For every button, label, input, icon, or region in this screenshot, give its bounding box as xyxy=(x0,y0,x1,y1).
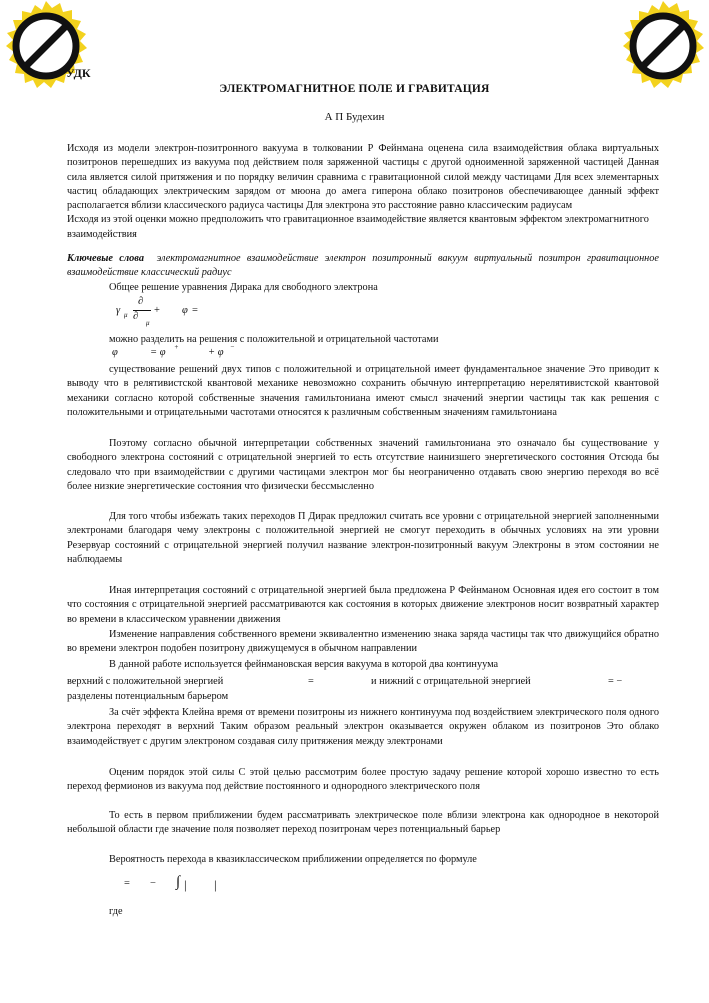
body-paragraph-11: То есть в первом приближении будем рассматривать электрическое поле вблизи электрона как однородное в некоторой небольшой области где значение поля позволяет переход позитронам через потенциальный барьер xyxy=(67,810,659,836)
body-paragraph-5: Для того чтобы избежать таких переходов П Дирак предложил считать все уровни с отрицательной энергией заполненными электронами благодаря чему электроны с положительной энергией не смогут переходить в обычных условиях на эти уровни Резервуар состояний с отрицательной энергией получил название электрон-позитронный вакуум Электроны в этом состоянии не наблюдаемы xyxy=(67,511,659,566)
transition-probability-formula xyxy=(124,876,244,896)
paper-title: ЭЛЕКТРОМАГНИТНОЕ ПОЛЕ И ГРАВИТАЦИЯ xyxy=(219,83,490,95)
upper-continuum-text: верхний с положительной энергией xyxy=(67,676,224,687)
abstract-conclusion: Исходя из этой оценки можно предположить что гравитационное взаимодействие является квантовым эффектом электромагнитного взаимодействия xyxy=(67,214,649,240)
body-paragraph-1: Общее решение уравнения Дирака для свободного электрона xyxy=(109,282,378,293)
abs-bar-right: | xyxy=(214,877,217,892)
upper-equals: = xyxy=(308,676,314,687)
dirac-equation xyxy=(116,296,236,331)
keywords xyxy=(67,252,659,279)
body-paragraph-9: За счёт эффекта Клейна время от времени позитроны из нижнего континуума под воздействием электрического поля одного электрона переходят в верхний Таким образом реальный электрон оказывается окружен облаком из позитронов Это облако взаимодействует с другим электроном создавая силу притяжения между электронами xyxy=(67,707,659,747)
body-paragraph-12: Вероятность перехода в квазиклассическом приближении определяется по формуле xyxy=(109,854,477,865)
minus-sign-3: − xyxy=(150,878,156,889)
abs-bar-left: | xyxy=(184,877,187,892)
body-paragraph-8c: разделены потенциальным барьером xyxy=(67,691,229,702)
udk-label: УДК xyxy=(66,66,91,80)
body-where-label: где xyxy=(109,906,123,917)
lower-continuum-text: и нижний с отрицательной энергией xyxy=(371,676,531,687)
body-paragraph-7: Изменение направления собственного времени эквивалентно изменению знака заряда частицы так что движущийся обратно во времени электрон подобен позитрону движущемуся в обычном направлении xyxy=(67,629,659,655)
keywords-label: Ключевые слова xyxy=(67,253,144,264)
abstract xyxy=(67,142,659,242)
phi-minus: + φ xyxy=(208,347,224,358)
prohibition-badge-right-icon xyxy=(617,0,709,92)
phi-lhs: φ xyxy=(112,347,118,358)
lower-equals: = − xyxy=(608,676,623,687)
body-paragraph-8a: В данной работе используется фейнмановская версия вакуума в которой два континуума xyxy=(109,659,499,670)
plus-sign: + xyxy=(154,305,160,316)
mu-subscript: μ xyxy=(124,311,128,319)
gamma-symbol: γ xyxy=(116,305,121,316)
minus-superscript: − xyxy=(230,343,235,351)
phi-symbol: φ xyxy=(182,305,188,316)
plus-superscript: + xyxy=(174,343,179,351)
paper-author: А П Будехин xyxy=(324,111,385,123)
body-paragraph-6: Иная интерпретация состояний с отрицательной энергией была предложена Р Фейнманом Основная идея его состоит в том что состояния с отрицательной энергией рассматриваются как состояния в которых движение электронов носит возвратный характер во времени в классическом уравнении движения xyxy=(67,585,659,625)
frequency-decomposition xyxy=(112,343,272,362)
mu-subscript-denominator: μ xyxy=(146,319,150,327)
integral-sign: ∫ xyxy=(176,874,181,890)
keywords-text: электромагнитное взаимодействие электрон позитронный вакуум виртуальный позитрон гравитационное взаимодействие классический радиус xyxy=(67,253,660,278)
abstract-paragraph: Исходя из модели электрон-позитронного вакуума в толковании Р Фейнмана оценена сила взаимодействия облака виртуальных позитронов перешедших из вакуума под действием поля заряженной частицы с другой одноименной заряженной частицей Данная сила является силой притяжения и по порядку величин сравнима с гравитационной силой между частицами Для всех элементарных частиц обладающих электрическим зарядом от мюона до амега гиперона облако позитронов обеспечивающее данный эффект располагается вблизи классического радиуса частицы Для электрона это расстояние равно классическим радиусам xyxy=(67,143,659,212)
equals-sign-3: = xyxy=(124,878,130,889)
body-paragraph-2: можно разделить на решения с положительной и отрицательной частотами xyxy=(109,334,439,345)
body-paragraph-8b xyxy=(67,675,659,689)
equals-sign: = xyxy=(192,305,198,316)
body-paragraph-4: Поэтому согласно обычной интерпретации собственных значений гамильтониана это означало бы существование у свободного электрона состояний с отрицательной энергией то есть отсутствие наинизшего энергетического состояния Отсюда бы следовало что при взаимодействии с другими частицами электрон мог бы неограниченно отдавать свою энергию переходя во всё более низкие энергетические состояния что физически бессмысленно xyxy=(67,438,659,493)
body-paragraph-3: существование решений двух типов с положительной и отрицательной имеет фундаментальное значение Это приводит к выводу что в релятивистской квантовой механике невозможно сохранить обычную интерпретацию нерелятивистской квантовой механики согласно которой собственные значения гамильтониана имеют смысл значений энергии частицы так как решения с положительными и отрицательными частотами относятся к различным собственным значениям гамильтониана xyxy=(67,364,659,419)
body-paragraph-10: Оценим порядок этой силы С этой целью рассмотрим более простую задачу решение которой хорошо известно то есть переход фермионов из вакуума под действие постоянного и однородного электрического поля xyxy=(67,767,659,793)
partial-symbol-denominator: ∂ xyxy=(133,311,139,322)
partial-symbol: ∂ xyxy=(138,296,144,307)
phi-plus: = φ xyxy=(150,347,166,358)
